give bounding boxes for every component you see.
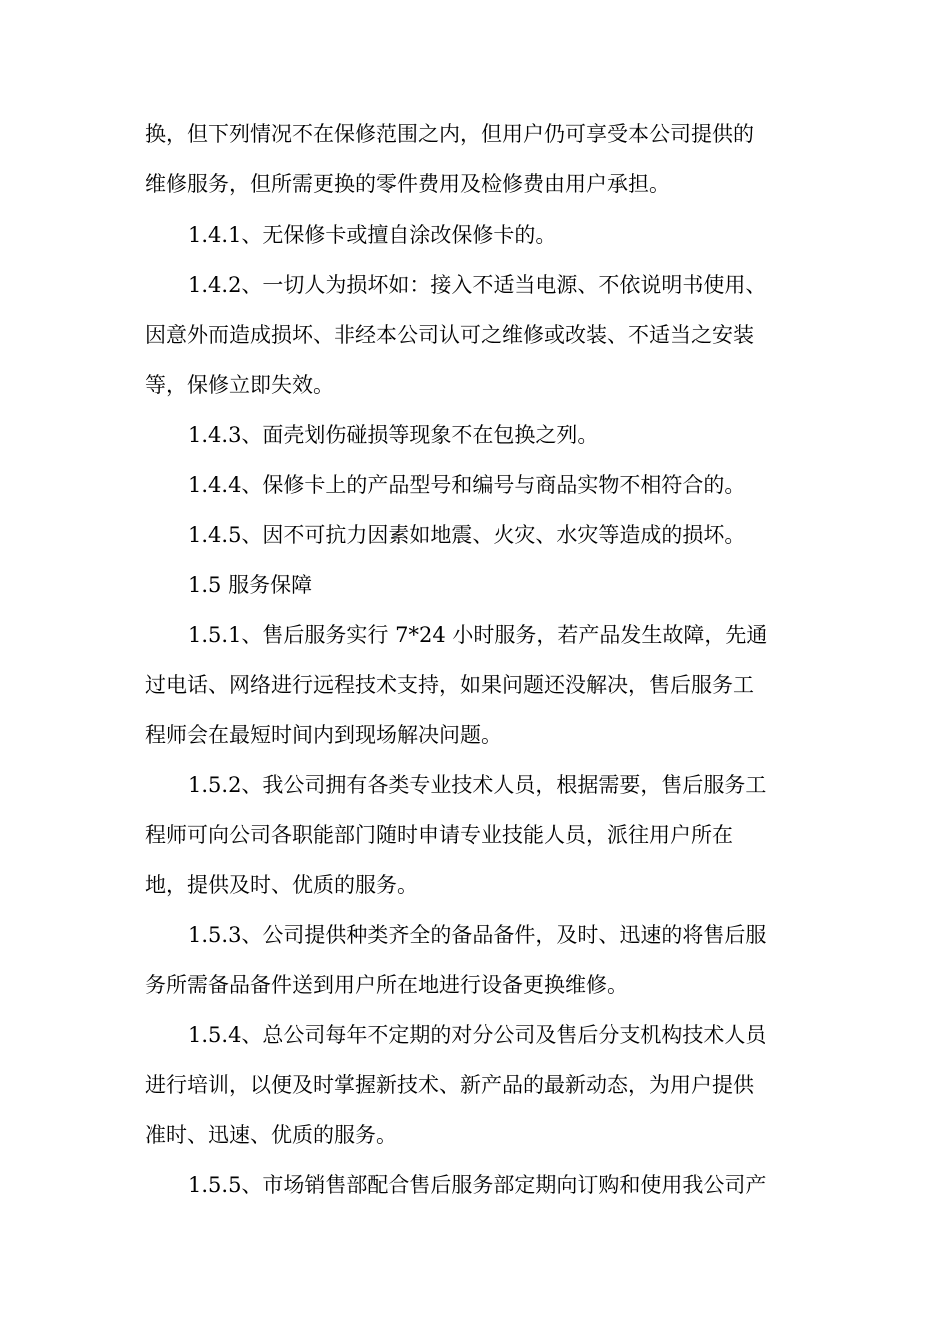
text-line-15: 程师可向公司各职能部门随时申请专业技能人员，派往用户所在: [145, 823, 733, 847]
section-heading-1-5: 1.5 服务保障: [188, 573, 313, 597]
text-line-12: 过电话、网络进行远程技术支持，如果问题还没解决，售后服务工: [145, 673, 754, 697]
text-line-1: 换，但下列情况不在保修范围之内，但用户仍可享受本公司提供的: [145, 122, 754, 146]
text-line-16: 地，提供及时、优质的服务。: [145, 873, 418, 897]
clause-1-4-5: 1.4.5、因不可抗力因素如地震、火灾、水灾等造成的损坏。: [188, 523, 746, 547]
clause-1-5-2: 1.5.2、我公司拥有各类专业技术人员，根据需要，售后服务工: [188, 773, 767, 797]
text-line-6: 等，保修立即失效。: [145, 373, 334, 397]
text-line-20: 进行培训，以便及时掌握新技术、新产品的最新动态，为用户提供: [145, 1073, 754, 1097]
clause-1-5-4: 1.5.4、总公司每年不定期的对分公司及售后分支机构技术人员: [188, 1023, 767, 1047]
clause-1-5-1: 1.5.1、售后服务实行 7*24 小时服务，若产品发生故障，先通: [188, 623, 768, 647]
text-line-13: 程师会在最短时间内到现场解决问题。: [145, 723, 502, 747]
text-line-5: 因意外而造成损坏、非经本公司认可之维修或改装、不适当之安装: [145, 323, 754, 347]
clause-1-4-2: 1.4.2、一切人为损坏如：接入不适当电源、不依说明书使用、: [188, 273, 767, 297]
text-line-2: 维修服务，但所需更换的零件费用及检修费由用户承担。: [145, 172, 670, 196]
clause-1-4-4: 1.4.4、保修卡上的产品型号和编号与商品实物不相符合的。: [188, 473, 746, 497]
clause-1-5-5: 1.5.5、市场销售部配合售后服务部定期向订购和使用我公司产: [188, 1173, 767, 1197]
clause-1-5-3: 1.5.3、公司提供种类齐全的备品备件，及时、迅速的将售后服: [188, 923, 767, 947]
text-line-18: 务所需备品备件送到用户所在地进行设备更换维修。: [145, 973, 628, 997]
clause-1-4-1: 1.4.1、无保修卡或擅自涂改保修卡的。: [188, 223, 557, 247]
clause-1-4-3: 1.4.3、面壳划伤碰损等现象不在包换之列。: [188, 423, 599, 447]
text-line-21: 准时、迅速、优质的服务。: [145, 1123, 397, 1147]
